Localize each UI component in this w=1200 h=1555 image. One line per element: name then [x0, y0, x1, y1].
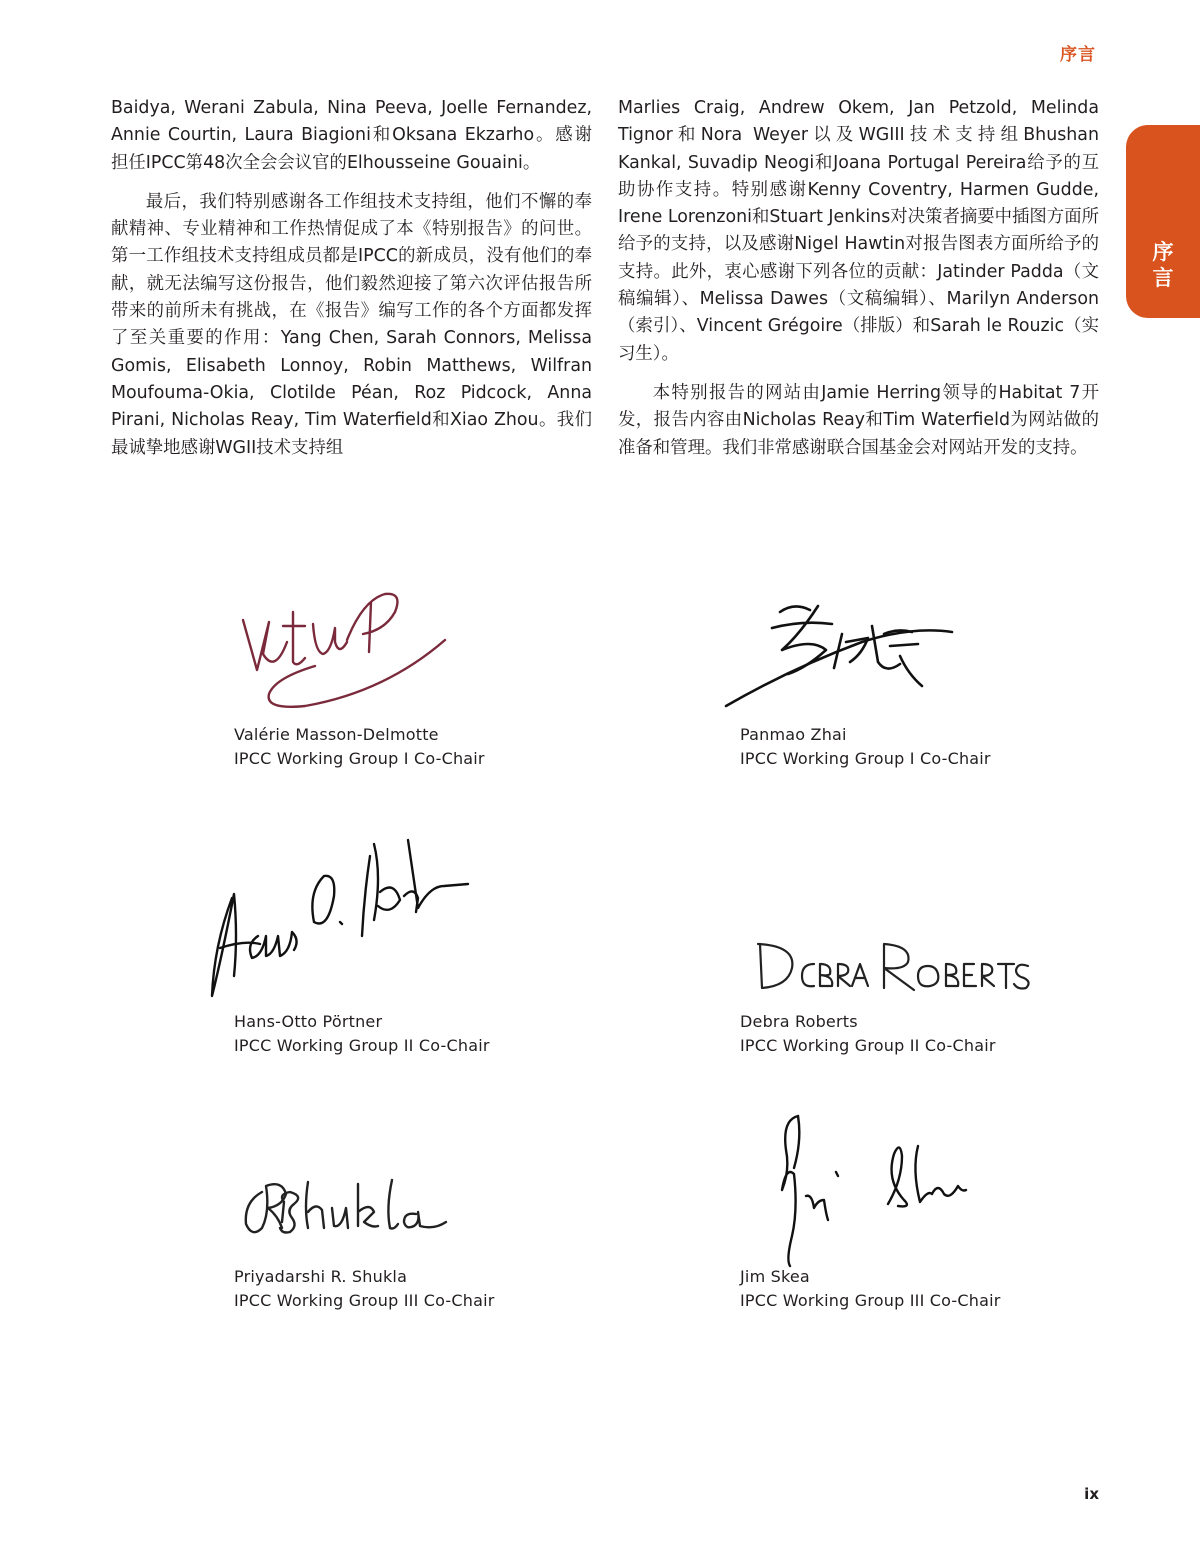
signature-image — [204, 836, 472, 1004]
page-number: ix — [1084, 1485, 1099, 1503]
paragraph: 最后，我们特别感谢各工作组技术支持组，他们不懈的奉献精神、专业精神和工作热情促成了本《特别报告》的问世。第一工作组技术支持组成员都是IPCC的新成员，没有他们的奉献，就无法编写这份报告，他们毅然迎接了第六次评估报告所带来的前所未有挑战，在《报告》编写工作的各个方面都发挥了至关重要的作用：Yang Chen, Sarah Connors, Melissa Gomis, Elisabeth Lonnoy, Robin Matthews, Wilfran Moufouma-Okia, Clotilde Péan, Roz Pidcock, Anna Pirani, Nicholas Reay, Tim Waterfield和Xiao Zhou。我们最诚挚地感谢WGII技术支持组 — [111, 191, 592, 458]
signatory-role: IPCC Working Group II Co-Chair — [234, 1036, 490, 1055]
left-text-column — [111, 95, 592, 474]
signatory-role: IPCC Working Group I Co-Chair — [234, 749, 485, 768]
signature-image — [235, 582, 450, 712]
section-side-tab — [1126, 125, 1200, 318]
paragraph: 本特别报告的网站由Jamie Herring领导的Habitat 7开发，报告内容由Nicholas Reay和Tim Waterfield为网站做的准备和管理。我们非常感谢联合国基金会对网站开发的支持。 — [618, 382, 1099, 458]
signatory-name: Valérie Masson-Delmotte — [234, 725, 439, 744]
signature-image — [722, 598, 957, 713]
signature-image — [238, 1172, 450, 1252]
right-text-column — [618, 95, 1099, 474]
signatory-role: IPCC Working Group III Co-Chair — [740, 1291, 1001, 1310]
signatory-name: Panmao Zhai — [740, 725, 847, 744]
signatory-name: Hans-Otto Pörtner — [234, 1012, 383, 1031]
signatory-role: IPCC Working Group II Co-Chair — [740, 1036, 996, 1055]
paragraph: Baidya, Werani Zabula, Nina Peeva, Joelle Fernandez, Annie Courtin, Laura Biagioni和Oksana Ekzarho。感谢担任IPCC第48次全会会议官的Elhousseine Gouaini。 — [111, 98, 592, 173]
signature-image — [772, 1110, 970, 1270]
signature-image — [752, 936, 1032, 996]
signatory-role: IPCC Working Group I Co-Chair — [740, 749, 991, 768]
signatory-name: Jim Skea — [740, 1267, 810, 1286]
side-tab-label: 序 言 — [1152, 240, 1174, 290]
paragraph: Marlies Craig, Andrew Okem, Jan Petzold, Melinda Tignor和Nora Weyer以及WGIII技术支持组Bhushan Kankal, Suvadip Neogi和Joana Portugal Pereira给予的互助协作支持。特别感谢Kenny Coventry, Harmen Gudde, Irene Lorenzoni和Stuart Jenkins对决策者摘要中插图方面所给予的支持，以及感谢Nigel Hawtin对报告图表方面所给予的支持。此外，衷心感谢下列各位的贡献：Jatinder Padda（文稿编辑）、Melissa Dawes（文稿编辑）、Marilyn Anderson（索引）、Vincent Grégoire（排版）和Sarah le Rouzic（实习生）。 — [618, 98, 1099, 364]
signatory-name: Priyadarshi R. Shukla — [234, 1267, 408, 1286]
signatory-role: IPCC Working Group III Co-Chair — [234, 1291, 495, 1310]
signatory-name: Debra Roberts — [740, 1012, 858, 1031]
header-title: 序言 — [1060, 45, 1096, 65]
